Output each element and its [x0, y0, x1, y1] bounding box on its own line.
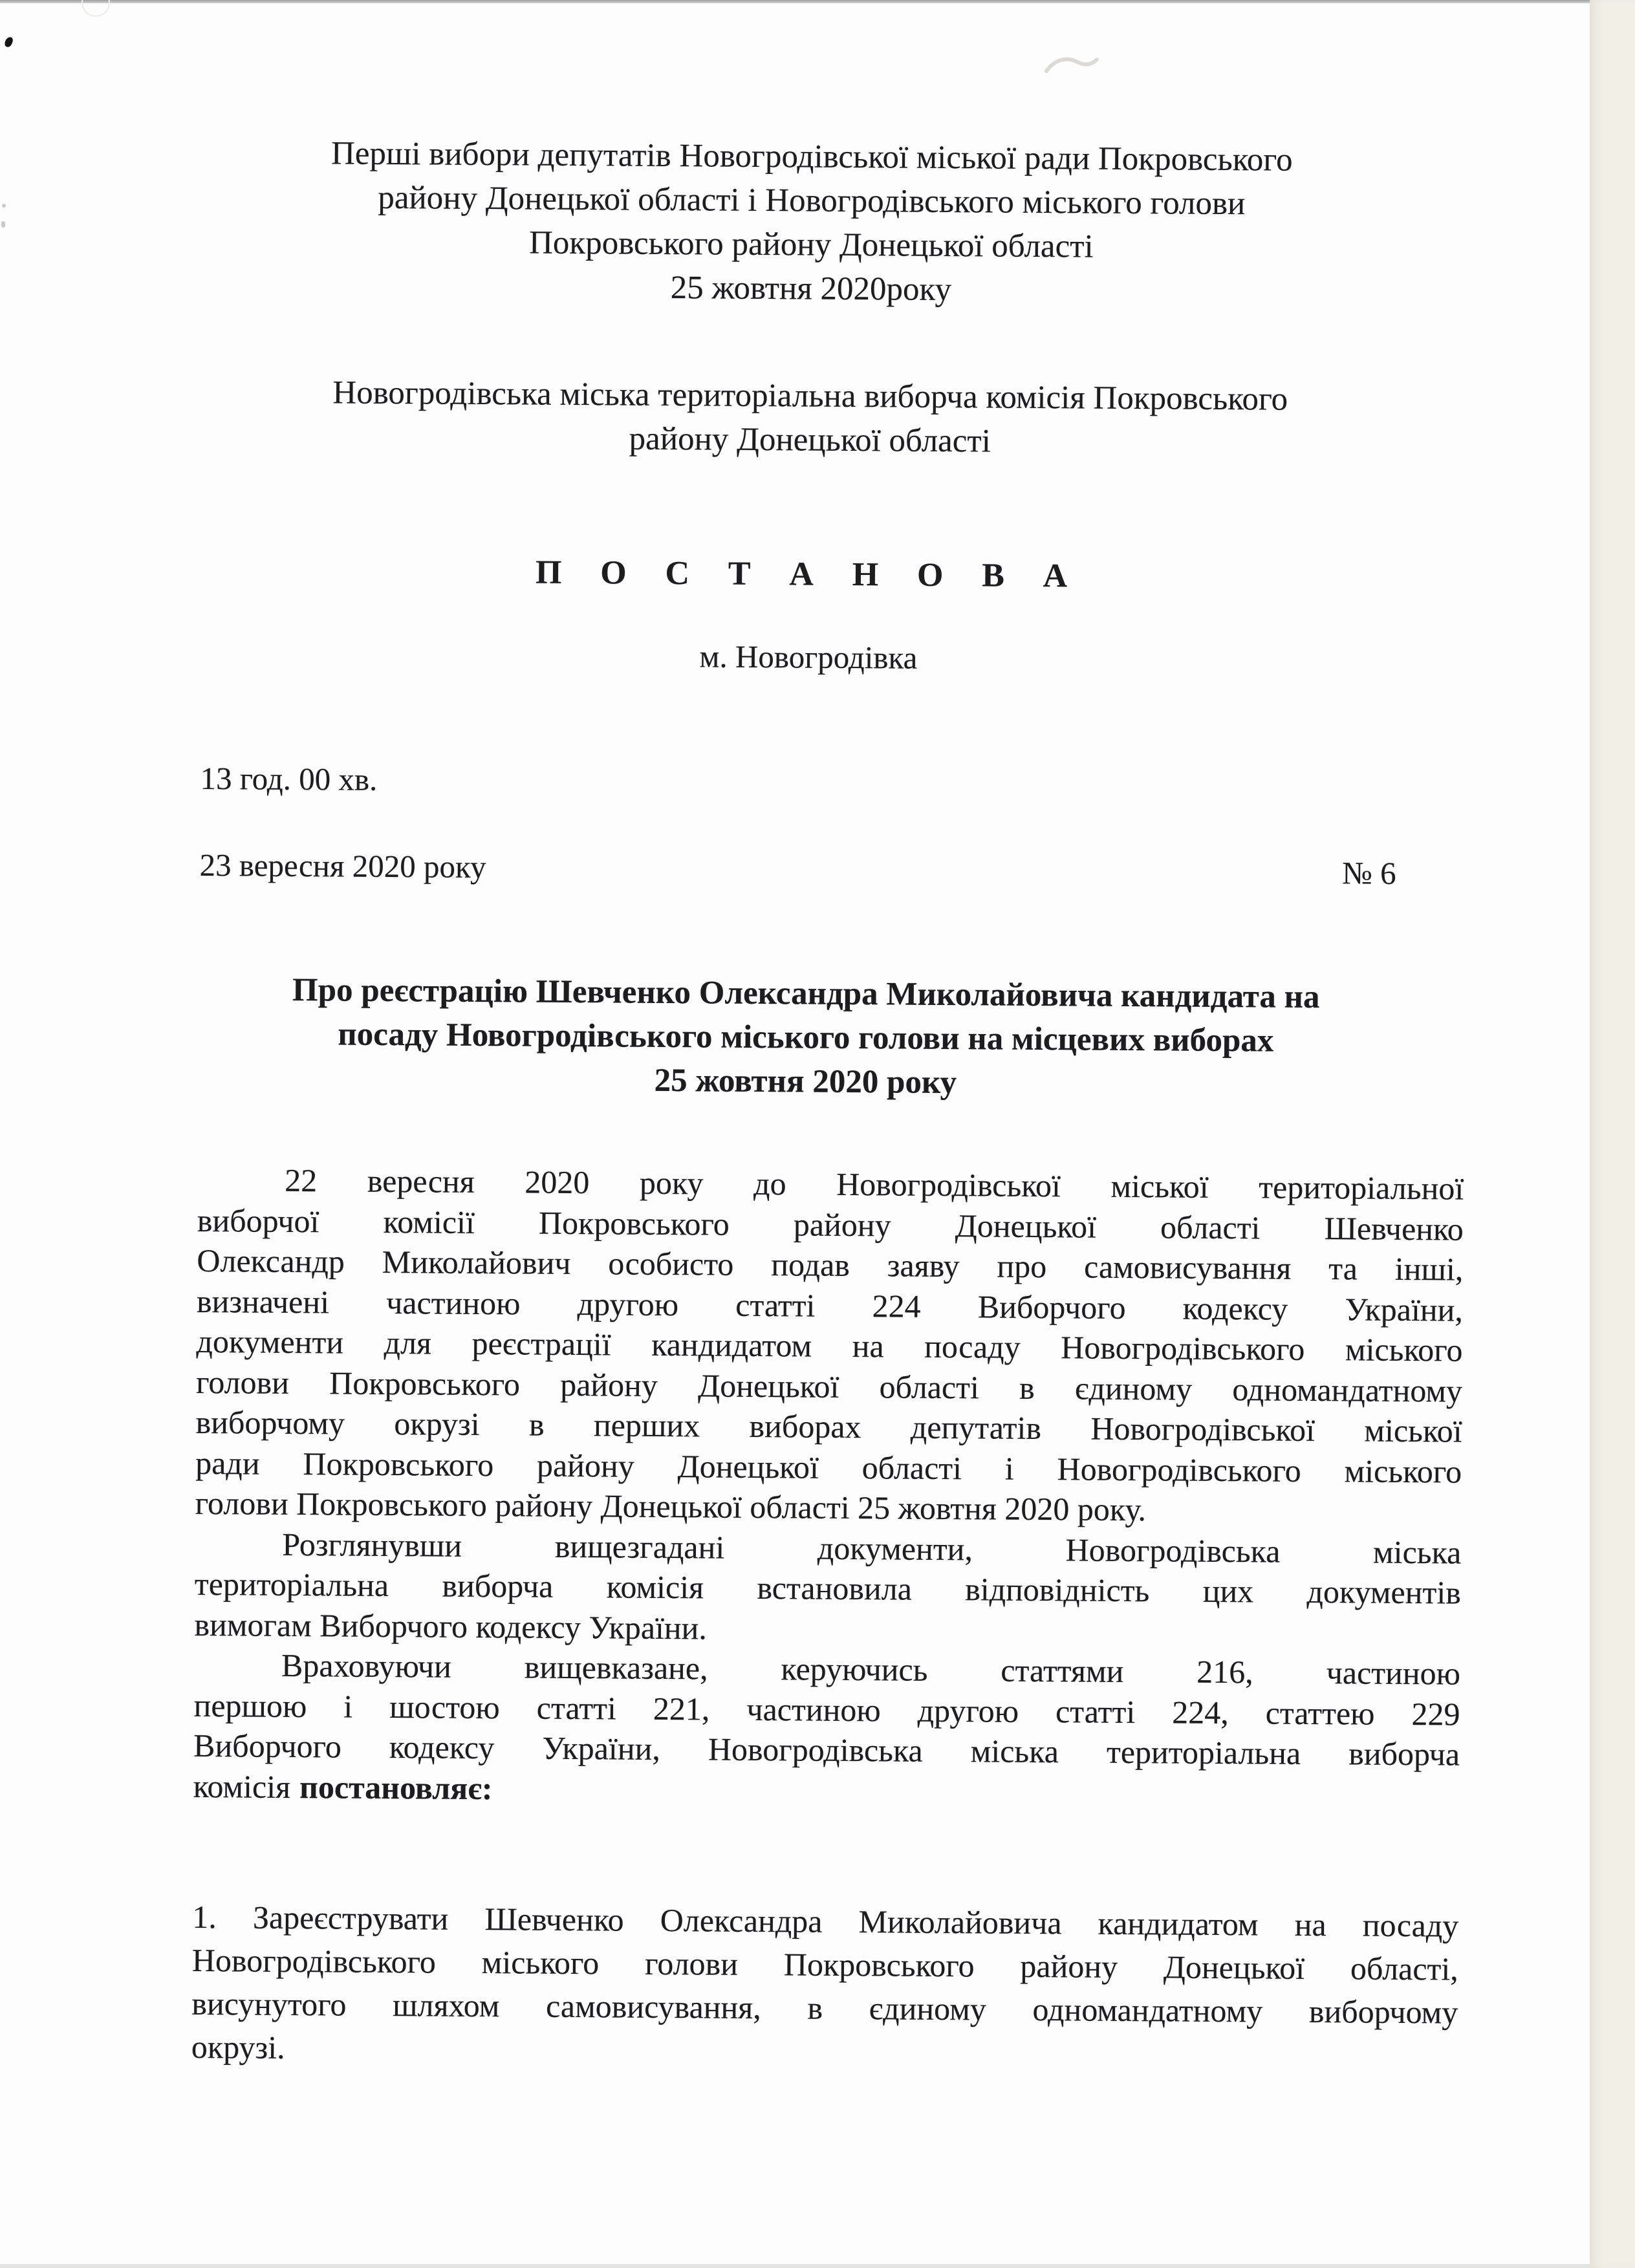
scan-edge-bottom [0, 2264, 1635, 2268]
item-line: 1. Зареєструвати Шевченко Олександра Миколайовича кандидатом на посаду [192, 1898, 1459, 1944]
subject-line: 25 жовтня 2020 року [654, 1062, 957, 1101]
item-line: Новогродівського міського голови Покровського району Донецької області, [191, 1941, 1458, 1987]
election-title [204, 131, 1471, 316]
body-line: Олександр Миколайович особисто подав заяву про самовисування та інші, [197, 1242, 1464, 1288]
title-line: Покровського району Донецької області [528, 224, 1094, 265]
body-line: голови Покровського району Донецької області в єдиному одномандатному [195, 1363, 1463, 1409]
session-time: 13 год. 00 хв. [200, 760, 378, 797]
body-line: першою і шостою статті 221, частиною другою статті 224, статтею 229 [193, 1687, 1460, 1733]
body-line: територіальна виборча комісія встановила відповідність цих документів [194, 1565, 1462, 1611]
subject-line: посаду Новогродівського міського голови на місцевих виборах [338, 1016, 1274, 1059]
body-line: визначені частиною другою статті 224 Виборчого кодексу України, [196, 1282, 1464, 1328]
scan-edge-dot [1, 221, 5, 228]
document-number: № 6 [1341, 855, 1396, 891]
commission-name [202, 370, 1469, 467]
title-line: району Донецької області і Новогродівського міського голови [378, 179, 1246, 222]
body-line: ради Покровського району Донецької області і Новогродівського міського [195, 1444, 1462, 1490]
document-content [191, 0, 1472, 2078]
resolves-keyword: постановляє: [299, 1768, 493, 1806]
place-line: м. Новогродівка [699, 638, 918, 676]
body-line: вимогам Виборчого кодексу України. [194, 1606, 708, 1646]
body-line: Розглянувши вищезгадані документи, Новогродівська міська [282, 1526, 1462, 1571]
scan-circle-ghost [81, 0, 110, 17]
item-line: окрузі. [191, 2028, 285, 2066]
commission-line: Новогродівська міська територіальна виборча комісія Покровського [332, 374, 1288, 418]
body-line: виборчому окрузі в перших виборах депутатів Новогродівської міської [195, 1403, 1462, 1449]
scan-right-paper-band [1590, 0, 1635, 2268]
resolution-title: П О С Т А Н О В А [535, 554, 1083, 595]
item-line: висунутого шляхом самовисування, в єдиному одномандатному виборчому [191, 1985, 1458, 2031]
title-line: Перші вибори депутатів Новогродівської міської ради Покровського [330, 135, 1293, 178]
body-paragraphs [193, 1160, 1464, 1815]
body-line: документи для реєстрації кандидатом на посаду Новогродівського міського [196, 1323, 1463, 1368]
body-line: Враховуючи вищевказане, керуючись статтями 216, частиною [281, 1647, 1461, 1692]
scan-edge-dot [2, 204, 6, 208]
session-date: 23 вересня 2020 року [199, 847, 486, 885]
body-line: голови Покровського району Донецької області 25 жовтня 2020 року. [195, 1484, 1147, 1528]
scan-ink-speck [4, 36, 14, 49]
title-line: 25 жовтня 2020року [670, 270, 952, 308]
commission-line: району Донецької області [629, 420, 991, 460]
body-line: Виборчого кодексу України, Новогродівська міська територіальна виборча [193, 1727, 1460, 1773]
body-line: 22 вересня 2020 року до Новогродівської міської територіальної [285, 1161, 1464, 1207]
body-line: виборчої комісії Покровського району Донецької області Шевченко [197, 1202, 1464, 1247]
closing-text: комісія [193, 1767, 291, 1805]
subject-heading [198, 967, 1465, 1108]
resolution-item-1 [191, 1895, 1459, 2078]
date-number-row [199, 845, 1466, 895]
subject-line: Про реєстрацію Шевченко Олександра Миколайовича кандидата на [292, 971, 1320, 1016]
